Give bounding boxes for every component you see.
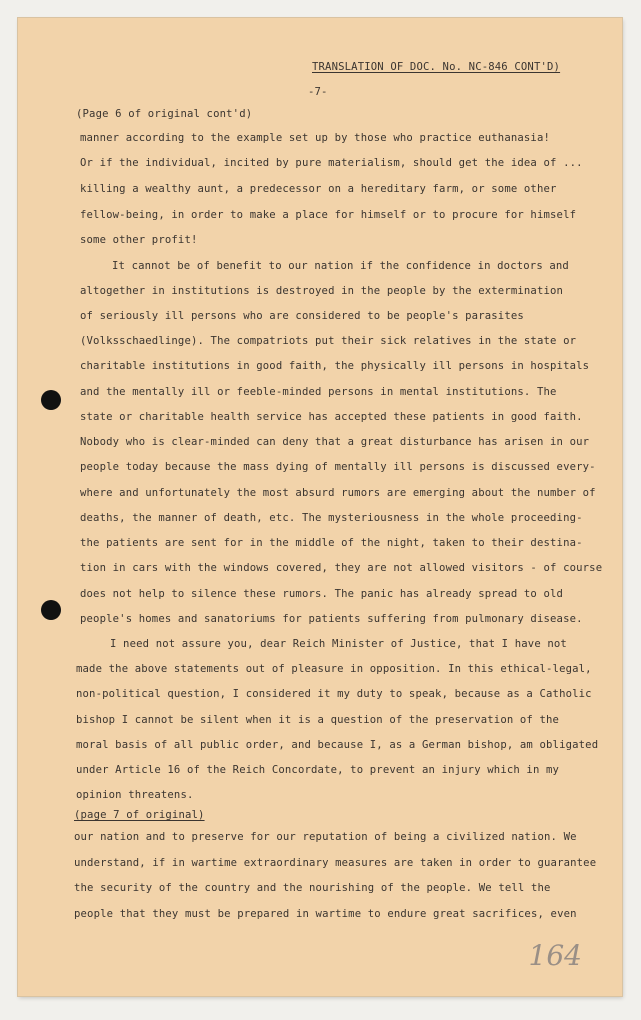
text-line: Or if the individual, incited by pure materialism, should get the idea of ... xyxy=(80,157,583,169)
text-line: under Article 16 of the Reich Concordate, to prevent an injury which in my xyxy=(76,764,560,776)
page-note: (Page 6 of original cont'd) xyxy=(76,108,253,120)
text-line: state or charitable health service has accepted these patients in good faith. xyxy=(80,411,583,423)
text-line: non-political question, I considered it my duty to speak, because as a Catholic xyxy=(76,688,592,700)
text-line: charitable institutions in good faith, the physically ill persons in hospitals xyxy=(80,360,590,372)
text-line: some other profit! xyxy=(80,234,198,246)
text-line: made the above statements out of pleasure in opposition. In this ethical-legal, xyxy=(76,663,592,675)
text-line: the patients are sent for in the middle of the night, taken to their destina- xyxy=(80,537,583,549)
handwritten-page-number: 164 xyxy=(528,939,582,972)
text-line: the security of the country and the nourishing of the people. We tell the xyxy=(74,882,551,894)
text-line: people today because the mass dying of mentally ill persons is discussed every- xyxy=(80,461,596,473)
doc-title: TRANSLATION OF DOC. No. NC-846 CONT'D) xyxy=(312,61,561,73)
text-line: and the mentally ill or feeble-minded persons in mental institutions. The xyxy=(80,386,557,398)
document-page xyxy=(18,18,622,996)
text-line: does not help to silence these rumors. The panic has already spread to old xyxy=(80,588,564,600)
text-line: understand, if in wartime extraordinary measures are taken in order to guarantee xyxy=(74,857,597,869)
text-line: people's homes and sanatoriums for patients suffering from pulmonary disease. xyxy=(80,613,583,625)
text-line: manner according to the example set up by those who practice euthanasia! xyxy=(80,132,551,144)
text-line: people that they must be prepared in wartime to endure great sacrifices, even xyxy=(74,908,577,920)
text-line: tion in cars with the windows covered, they are not allowed visitors - of course xyxy=(80,562,603,574)
text-line: I need not assure you, dear Reich Minister of Justice, that I have not xyxy=(110,638,567,650)
punch-hole xyxy=(41,390,61,410)
text-line: our nation and to preserve for our reputation of being a civilized nation. We xyxy=(74,831,577,843)
text-line: of seriously ill persons who are considered to be people's parasites xyxy=(80,310,524,322)
page-note: (page 7 of original) xyxy=(74,809,205,821)
text-line: deaths, the manner of death, etc. The mysteriousness in the whole proceeding- xyxy=(80,512,583,524)
text-line: opinion threatens. xyxy=(76,789,194,801)
text-line: moral basis of all public order, and because I, as a German bishop, am obligated xyxy=(76,739,599,751)
text-line: killing a wealthy aunt, a predecessor on a hereditary farm, or some other xyxy=(80,183,557,195)
page-marker: -7- xyxy=(308,86,328,98)
text-line: altogether in institutions is destroyed in the people by the extermination xyxy=(80,285,564,297)
text-line: where and unfortunately the most absurd rumors are emerging about the number of xyxy=(80,487,596,499)
text-line: bishop I cannot be silent when it is a question of the preservation of the xyxy=(76,714,560,726)
text-line: It cannot be of benefit to our nation if the confidence in doctors and xyxy=(112,260,569,272)
text-line: Nobody who is clear-minded can deny that a great disturbance has arisen in our xyxy=(80,436,590,448)
punch-hole xyxy=(41,600,61,620)
text-line: fellow-being, in order to make a place for himself or to procure for himself xyxy=(80,209,577,221)
text-line: (Volksschaedlinge). The compatriots put their sick relatives in the state or xyxy=(80,335,577,347)
